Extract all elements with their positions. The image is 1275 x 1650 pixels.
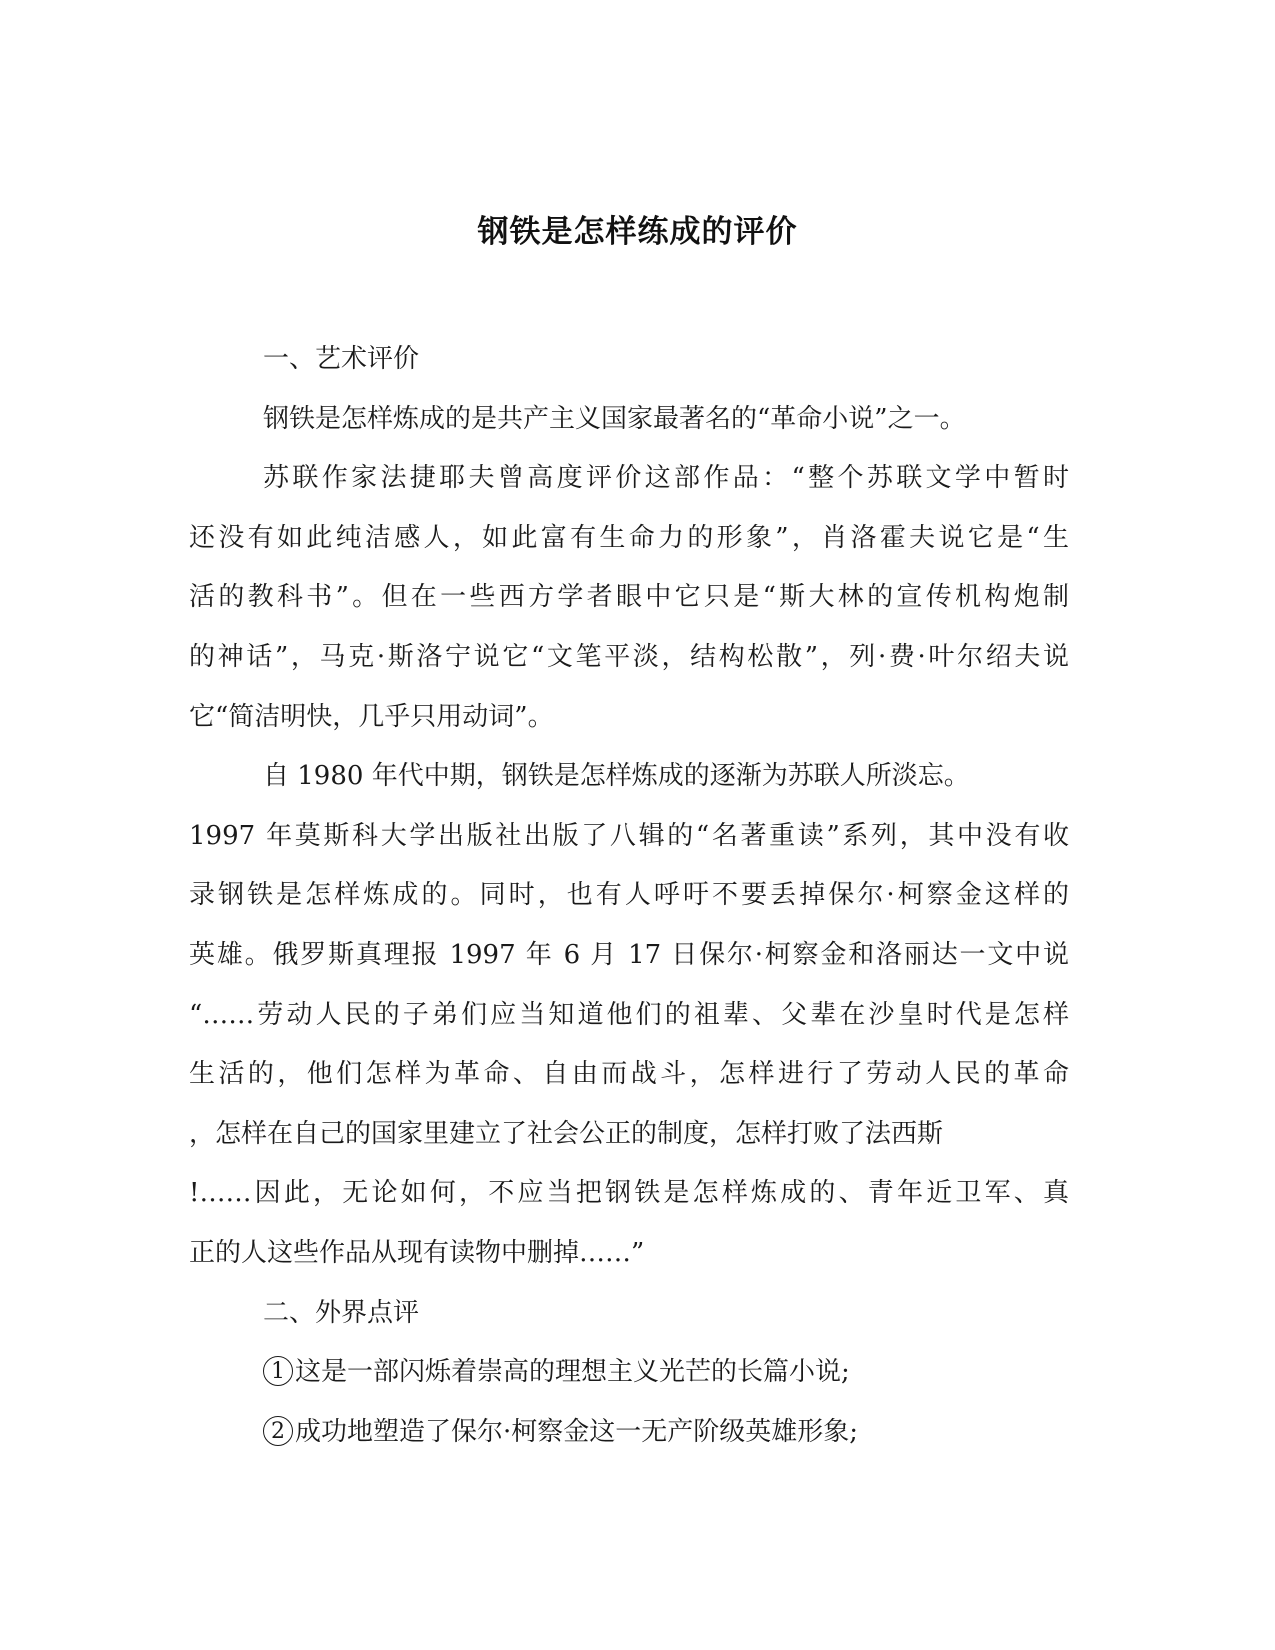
paragraph-line: 正的人这些作品从现有读物中删掉……” (189, 1237, 645, 1268)
section-heading: 二、外界点评 (263, 1297, 420, 1328)
paragraph-line: 活的教科书”。但在一些西方学者眼中它只是“斯大林的宣传机构炮制 (189, 582, 1069, 613)
paragraph-line: ，怎样在自己的国家里建立了社会公正的制度，怎样打败了法西斯 (189, 1118, 944, 1149)
document-title: 钢铁是怎样练成的评价 (477, 214, 798, 250)
list-item (189, 1403, 1069, 1463)
list-item-text: 这是一部闪烁着崇高的理想主义光芒的长篇小说; (295, 1357, 850, 1388)
list-item-text: 成功地塑造了保尔·柯察金这一无产阶级英雄形象; (295, 1416, 859, 1447)
circled-number: 2 (263, 1416, 293, 1446)
paragraph-line: 生活的，他们怎样为革命、自由而战斗，怎样进行了劳动人民的革命 (189, 1059, 1069, 1090)
paragraph-line: 录钢铁是怎样炼成的。同时，也有人呼吁不要丢掉保尔·柯察金这样的 (189, 880, 1069, 911)
list-item (189, 1343, 1069, 1403)
paragraph-line: 它“简洁明快，几乎只用动词”。 (189, 701, 554, 732)
paragraph-line: 的神话”，马克·斯洛宁说它“文笔平淡，结构松散”，列·费·叶尔绍夫说 (189, 641, 1069, 672)
paragraph-line: !……因此，无论如何，不应当把钢铁是怎样炼成的、青年近卫军、真 (189, 1178, 1069, 1209)
paragraph-line: “……劳动人民的子弟们应当知道他们的祖辈、父辈在沙皇时代是怎样 (189, 999, 1069, 1030)
paragraph-line: 英雄。俄罗斯真理报 1997 年 6 月 17 日保尔·柯察金和洛丽达一文中说 (189, 939, 1069, 970)
paragraph-line: 苏联作家法捷耶夫曾高度评价这部作品：“整个苏联文学中暂时 (263, 463, 1069, 494)
document-body (189, 330, 1069, 1462)
paragraph-line: 钢铁是怎样炼成的是共产主义国家最著名的“革命小说”之一。 (263, 403, 966, 434)
paragraph-line: 1997 年莫斯科大学出版社出版了八辑的“名著重读”系列，其中没有收 (189, 820, 1069, 851)
paragraph-line: 还没有如此纯洁感人，如此富有生命力的形象”，肖洛霍夫说它是“生 (189, 522, 1069, 553)
paragraph-line: 自 1980 年代中期，钢铁是怎样炼成的逐渐为苏联人所淡忘。 (263, 761, 970, 792)
section-heading: 一、艺术评价 (263, 344, 420, 374)
circled-number: 1 (263, 1356, 293, 1386)
